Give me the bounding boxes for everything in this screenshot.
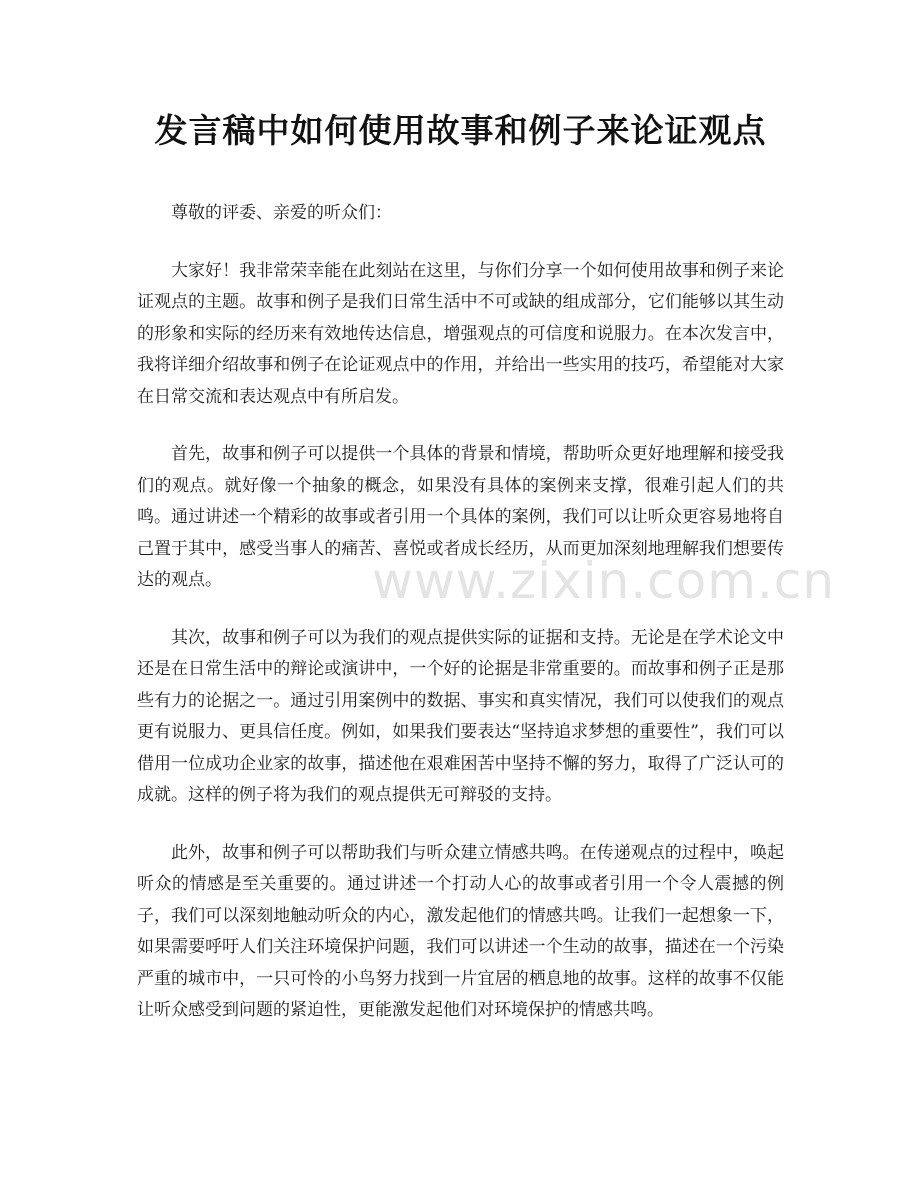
paragraph-second: 其次，故事和例子可以为我们的观点提供实际的证据和支持。无论是在学术论文中还是在日常生活中的辩论或演讲中，一个好的论据是非常重要的。而故事和例子正是那些有力的论据之一。通过引用案例中的数据、事实和真实情况，我们可以使我们的观点更有说服力、更具信任度。例如，如果我们要表达“坚持追求梦想的重要性”，我们可以借用一位成功企业家的故事，描述他在艰难困苦中坚持不懈的努力，取得了广泛认可的成就。这样的例子将为我们的观点提供无可辩驳的支持。 (137, 627, 784, 805)
paragraph-intro: 大家好！我非常荣幸能在此刻站在这里，与你们分享一个如何使用故事和例子来论证观点的主题。故事和例子是我们日常生活中不可或缺的组成部分，它们能够以其生动的形象和实际的经历来有效地传达信息，增强观点的可信度和说服力。在本次发言中，我将详细介绍故事和例子在论证观点中的作用，并给出一些实用的技巧，希望能对大家在日常交流和表达观点中有所启发。 (137, 260, 784, 407)
paragraph-additionally: 此外，故事和例子可以帮助我们与听众建立情感共鸣。在传递观点的过程中，唤起听众的情感是至关重要的。通过讲述一个打动人心的故事或者引用一个令人震撼的例子，我们可以深刻地触动听众的内心，激发起他们的情感共鸣。让我们一起想象一下，如果需要呼吁人们关注环境保护问题，我们可以讲述一个生动的故事，描述在一个污染严重的城市中，一只可怜的小鸟努力找到一片宜居的栖息地的故事。这样的故事不仅能让听众感受到问题的紧迫性，更能激发起他们对环境保护的情感共鸣。 (137, 842, 784, 1020)
paragraph-first: 首先，故事和例子可以提供一个具体的背景和情境，帮助听众更好地理解和接受我们的观点。就好像一个抽象的概念，如果没有具体的案例来支撑，很难引起人们的共鸣。通过讲述一个精彩的故事或者引用一个具体的案例，我们可以让听众更容易地将自己置于其中，感受当事人的痛苦、喜悦或者成长经历，从而更加深刻地理解我们想要传达的观点。 (137, 444, 784, 590)
salutation: 尊敬的评委、亲爱的听众们： (171, 203, 392, 223)
watermark-text: www.zixin.com.cn (372, 552, 836, 610)
document-title: 发言稿中如何使用故事和例子来论证观点 (154, 111, 767, 150)
